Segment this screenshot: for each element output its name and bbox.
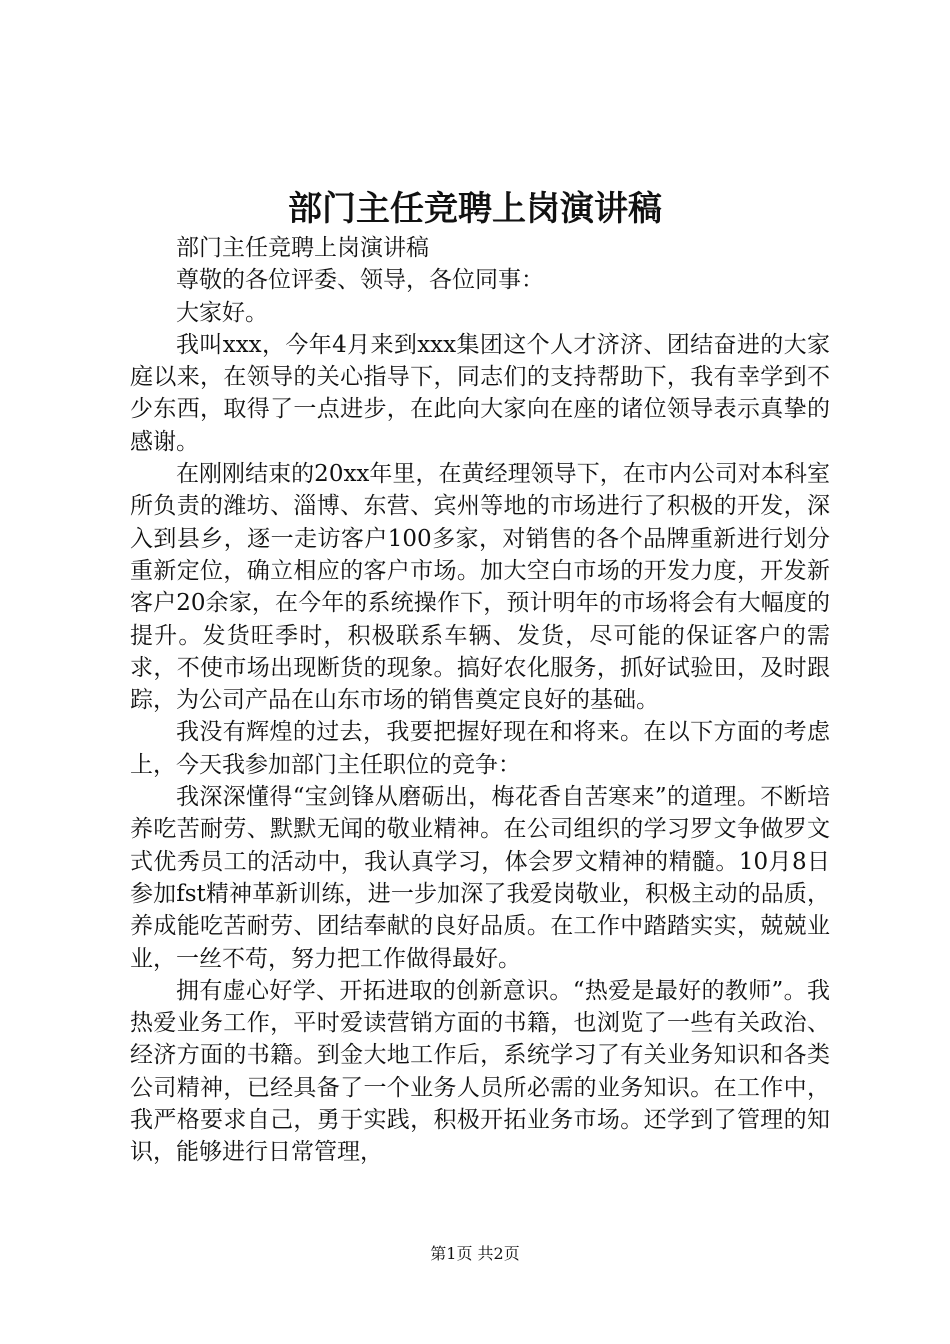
document-body [130, 232, 830, 1169]
document-title: 部门主任竞聘上岗演讲稿 [288, 189, 662, 229]
body-paragraph: 拥有虚心好学、开拓进取的创新意识。“热爱是最好的教师”。我热爱业务工作，平时爱读营销方面的书籍，也浏览了一些有关政治、经济方面的书籍。到金大地工作后，系统学习了有关业务知识和各类公司精神，已经具备了一个业务人员所必需的业务知识。在工作中，我严格要求自己，勇于实践，积极开拓业务市场。还学到了管理的知识，能够进行日常管理， [130, 977, 830, 1166]
body-paragraph: 大家好。 [176, 299, 268, 326]
body-paragraph: 在刚刚结束的20xx年里，在黄经理领导下，在市内公司对本科室所负责的潍坊、淄博、东营、宾州等地的市场进行了积极的开发，深入到县乡，逐一走访客户100多家，对销售的各个品牌重新进行划分重新定位，确立相应的客户市场。加大空白市场的开发力度，开发新客户20余家，在今年的系统操作下，预计明年的市场将会有大幅度的提升。发货旺季时，积极联系车辆、发货，尽可能的保证客户的需求，不使市场出现断货的现象。搞好农化服务，抓好试验田，及时跟踪，为公司产品在山东市场的销售奠定良好的基础。 [130, 461, 830, 714]
page-number-footer: 第1页 共2页 [430, 1244, 520, 1263]
body-paragraph: 尊敬的各位评委、领导，各位同事： [176, 267, 544, 294]
body-paragraph: 我深深懂得“宝剑锋从磨砺出，梅花香自苦寒来”的道理。不断培养吃苦耐劳、默默无闻的敬业精神。在公司组织的学习罗文争做罗文式优秀员工的活动中，我认真学习，体会罗文精神的精髓。10月8日参加fst精神革新训练，进一步加深了我爱岗敬业，积极主动的品质，养成能吃苦耐劳、团结奉献的良好品质。在工作中踏踏实实，兢兢业业，一丝不苟，努力把工作做得最好。 [130, 784, 830, 972]
body-paragraph: 我没有辉煌的过去，我要把握好现在和将来。在以下方面的考虑上，今天我参加部门主任职位的竞争： [130, 719, 830, 778]
body-paragraph: 我叫xxx，今年4月来到xxx集团这个人才济济、团结奋进的大家庭以来，在领导的关心指导下，同志们的支持帮助下，我有幸学到不少东西，取得了一点进步，在此向大家向在座的诸位领导表示真挚的感谢。 [130, 331, 830, 455]
body-paragraph: 部门主任竞聘上岗演讲稿 [176, 235, 429, 261]
